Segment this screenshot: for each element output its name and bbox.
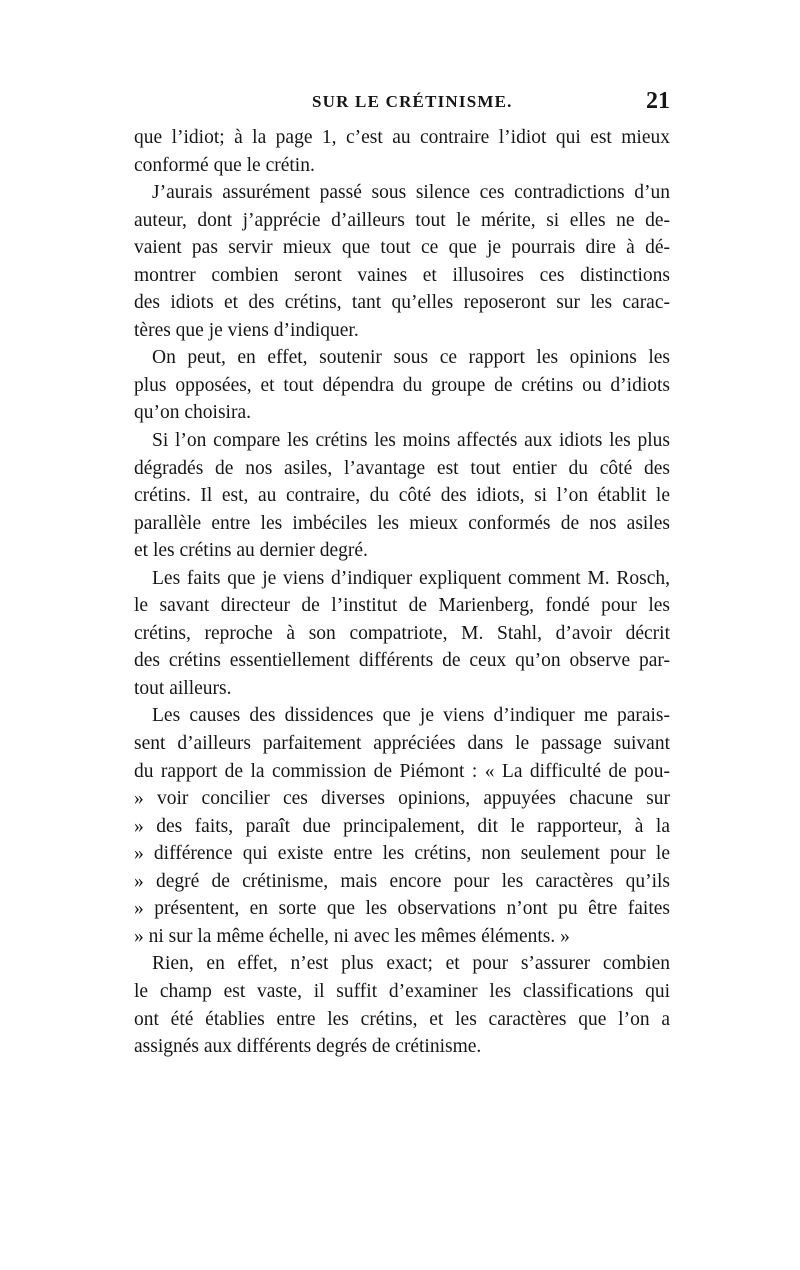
text-line: du rapport de la commission de Piémont : « La difficulté de pou-	[134, 760, 670, 782]
text-line: » différence qui existe entre les crétins, non seulement pour le	[134, 843, 670, 865]
body-text	[134, 124, 670, 1061]
text-line: vaient pas servir mieux que tout ce que je pourrais dire à dé-	[134, 237, 670, 259]
text-line: que l’idiot; à la page 1, c’est au contraire l’idiot qui est mieux	[134, 127, 670, 148]
text-line: et les crétins au dernier degré.	[134, 540, 368, 562]
text-line: Les causes des dissidences que je viens d’indiquer me parais-	[152, 705, 670, 727]
text-line: plus opposées, et tout dépendra du groupe de crétins ou d’idiots	[134, 374, 670, 396]
text-line: dégradés de nos asiles, l’avantage est tout entier du côté des	[134, 457, 670, 479]
text-line: » ni sur la même échelle, ni avec les mêmes éléments. »	[134, 925, 570, 947]
text-line: » présentent, en sorte que les observations n’ont pu être faites	[134, 898, 670, 920]
text-line: Si l’on compare les crétins les moins affectés aux idiots les plus	[152, 430, 670, 452]
text-line: » voir concilier ces diverses opinions, appuyées chacune sur	[134, 788, 670, 810]
text-line: assignés aux différents degrés de crétinisme.	[134, 1036, 482, 1058]
text-line: auteur, dont j’apprécie d’ailleurs tout le mérite, si elles ne de-	[134, 209, 670, 231]
text-line: des idiots et des crétins, tant qu’elles reposeront sur les carac-	[134, 292, 670, 314]
text-line: tout ailleurs.	[134, 677, 232, 699]
text-line: le champ est vaste, il suffit d’examiner les classifications qui	[134, 980, 670, 1002]
text-line: sent d’ailleurs parfaitement appréciées dans le passage suivant	[134, 733, 670, 755]
text-line: ont été établies entre les crétins, et les caractères que l’on a	[134, 1008, 670, 1030]
text-line: Rien, en effet, n’est plus exact; et pour s’assurer combien	[152, 953, 670, 975]
text-line: J’aurais assurément passé sous silence ces contradictions d’un	[152, 182, 670, 204]
text-line: » des faits, paraît due principalement, dit le rapporteur, à la	[134, 815, 670, 837]
page-number: 21	[646, 88, 670, 114]
text-line: tères que je viens d’indiquer.	[134, 319, 359, 341]
text-line: parallèle entre les imbéciles les mieux conformés de nos asiles	[134, 512, 670, 534]
text-line: des crétins essentiellement différents de ceux qu’on observe par-	[134, 650, 670, 672]
text-line: crétins. Il est, au contraire, du côté des idiots, si l’on établit le	[134, 485, 670, 507]
page-header	[134, 88, 670, 118]
text-line: le savant directeur de l’institut de Marienberg, fondé pour les	[134, 595, 670, 617]
running-head: SUR LE CRÉTINISME.	[312, 92, 513, 111]
text-line: Les faits que je viens d’indiquer expliquent comment M. Rosch,	[152, 567, 670, 589]
text-line: montrer combien seront vaines et illusoires ces distinctions	[134, 264, 670, 286]
text-line: » degré de crétinisme, mais encore pour les caractères qu’ils	[134, 870, 670, 892]
text-line: conformé que le crétin.	[134, 154, 315, 176]
text-line: crétins, reproche à son compatriote, M. Stahl, d’avoir décrit	[134, 622, 670, 644]
text-line: On peut, en effet, soutenir sous ce rapport les opinions les	[152, 347, 670, 369]
text-line: qu’on choisira.	[134, 402, 251, 424]
